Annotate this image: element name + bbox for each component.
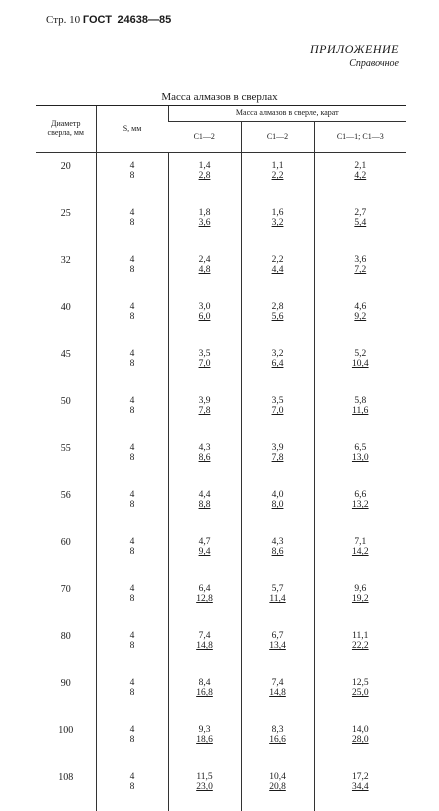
value-s4: 2,2 <box>242 255 314 265</box>
value-s8: 14,2 <box>315 547 407 557</box>
value-s4: 4 <box>97 678 168 688</box>
value-s4: 11,5 <box>169 772 241 782</box>
appendix-title: ПРИЛОЖЕНИЕ <box>310 42 399 57</box>
subheader-c1-2-b: С1—2 <box>241 122 314 153</box>
mass-cell <box>168 623 241 670</box>
value-s4: 14,0 <box>315 725 407 735</box>
value-s4: 2,4 <box>169 255 241 265</box>
mass-cell <box>314 623 406 670</box>
mass-cell <box>314 341 406 388</box>
value-s8: 4,8 <box>169 265 241 275</box>
mass-cell <box>314 670 406 717</box>
value-s4: 6,4 <box>169 584 241 594</box>
value-s8: 34,4 <box>315 782 407 792</box>
value-s8: 13,2 <box>315 500 407 510</box>
value-s8: 16,8 <box>169 688 241 698</box>
diameter-cell: 40 <box>36 294 96 341</box>
value-s4: 7,4 <box>242 678 314 688</box>
mass-cell <box>314 294 406 341</box>
diamond-mass-table <box>36 105 406 811</box>
value-s4: 10,4 <box>242 772 314 782</box>
value-s4: 7,1 <box>315 537 407 547</box>
s-cell <box>96 294 168 341</box>
value-s4: 17,2 <box>315 772 407 782</box>
value-s8: 6,4 <box>242 359 314 369</box>
mass-cell <box>241 717 314 764</box>
value-s4: 2,7 <box>315 208 407 218</box>
mass-cell <box>168 388 241 435</box>
value-s4: 6,5 <box>315 443 407 453</box>
mass-cell <box>314 764 406 811</box>
value-s4: 4 <box>97 725 168 735</box>
s-cell <box>96 482 168 529</box>
value-s8: 4,2 <box>315 171 407 181</box>
table-row <box>36 482 406 529</box>
header-s: S, мм <box>96 106 168 153</box>
mass-cell <box>241 294 314 341</box>
value-s8: 8 <box>97 688 168 698</box>
mass-cell <box>314 200 406 247</box>
mass-cell <box>241 670 314 717</box>
mass-cell <box>168 247 241 294</box>
subheader-c1-2-a: С1—2 <box>168 122 241 153</box>
value-s8: 19,2 <box>315 594 407 604</box>
mass-cell <box>314 717 406 764</box>
value-s8: 11,4 <box>242 594 314 604</box>
value-s8: 10,4 <box>315 359 407 369</box>
mass-cell <box>168 341 241 388</box>
value-s4: 9,3 <box>169 725 241 735</box>
value-s8: 8,0 <box>242 500 314 510</box>
mass-cell <box>241 435 314 482</box>
value-s4: 12,5 <box>315 678 407 688</box>
value-s8: 8 <box>97 782 168 792</box>
s-cell <box>96 247 168 294</box>
value-s8: 9,4 <box>169 547 241 557</box>
value-s4: 4,0 <box>242 490 314 500</box>
mass-cell <box>314 153 406 201</box>
value-s4: 3,2 <box>242 349 314 359</box>
diameter-cell: 45 <box>36 341 96 388</box>
value-s4: 1,8 <box>169 208 241 218</box>
value-s4: 3,5 <box>169 349 241 359</box>
mass-cell <box>241 576 314 623</box>
diameter-cell: 25 <box>36 200 96 247</box>
appendix-block <box>310 42 399 69</box>
table-row <box>36 153 406 201</box>
value-s4: 4 <box>97 537 168 547</box>
value-s4: 3,6 <box>315 255 407 265</box>
mass-cell <box>241 341 314 388</box>
mass-cell <box>168 153 241 201</box>
mass-cell <box>314 482 406 529</box>
value-s8: 2,2 <box>242 171 314 181</box>
value-s4: 8,4 <box>169 678 241 688</box>
value-s4: 1,6 <box>242 208 314 218</box>
diameter-cell: 32 <box>36 247 96 294</box>
s-cell <box>96 764 168 811</box>
mass-cell <box>168 529 241 576</box>
value-s4: 4 <box>97 443 168 453</box>
mass-cell <box>168 482 241 529</box>
table-row <box>36 576 406 623</box>
gost-label: ГОСТ <box>83 14 112 26</box>
mass-cell <box>241 247 314 294</box>
value-s8: 8 <box>97 359 168 369</box>
mass-cell <box>168 576 241 623</box>
value-s8: 8 <box>97 735 168 745</box>
value-s4: 7,4 <box>169 631 241 641</box>
value-s8: 8 <box>97 547 168 557</box>
value-s8: 2,8 <box>169 171 241 181</box>
value-s4: 3,5 <box>242 396 314 406</box>
table-row <box>36 717 406 764</box>
mass-cell <box>168 435 241 482</box>
s-cell <box>96 200 168 247</box>
value-s4: 4 <box>97 772 168 782</box>
mass-cell <box>314 576 406 623</box>
value-s4: 4 <box>97 255 168 265</box>
diameter-cell: 90 <box>36 670 96 717</box>
table-row <box>36 388 406 435</box>
diameter-cell: 60 <box>36 529 96 576</box>
value-s8: 3,6 <box>169 218 241 228</box>
table-row <box>36 200 406 247</box>
value-s8: 4,4 <box>242 265 314 275</box>
value-s4: 3,0 <box>169 302 241 312</box>
value-s8: 8 <box>97 641 168 651</box>
value-s8: 20,8 <box>242 782 314 792</box>
mass-cell <box>241 200 314 247</box>
mass-cell <box>241 764 314 811</box>
value-s4: 5,2 <box>315 349 407 359</box>
diameter-cell: 50 <box>36 388 96 435</box>
mass-cell <box>168 764 241 811</box>
value-s4: 4 <box>97 584 168 594</box>
value-s4: 4 <box>97 396 168 406</box>
mass-cell <box>241 529 314 576</box>
page-header <box>46 14 171 26</box>
value-s8: 13,4 <box>242 641 314 651</box>
table-row <box>36 764 406 811</box>
mass-cell <box>241 623 314 670</box>
value-s4: 4 <box>97 208 168 218</box>
value-s8: 7,2 <box>315 265 407 275</box>
header-mass: Масса алмазов в сверле, карат <box>168 106 406 122</box>
mass-cell <box>314 529 406 576</box>
appendix-subtitle: Справочное <box>310 58 399 69</box>
gost-number: 24638—85 <box>117 14 171 26</box>
table-row <box>36 529 406 576</box>
value-s4: 3,9 <box>242 443 314 453</box>
value-s8: 6,0 <box>169 312 241 322</box>
value-s8: 25,0 <box>315 688 407 698</box>
table-row <box>36 623 406 670</box>
diameter-cell: 56 <box>36 482 96 529</box>
value-s8: 3,2 <box>242 218 314 228</box>
value-s8: 8 <box>97 265 168 275</box>
value-s8: 7,0 <box>242 406 314 416</box>
value-s4: 4,7 <box>169 537 241 547</box>
value-s4: 6,6 <box>315 490 407 500</box>
mass-cell <box>168 294 241 341</box>
table-row <box>36 294 406 341</box>
diameter-cell: 80 <box>36 623 96 670</box>
value-s8: 8,6 <box>169 453 241 463</box>
value-s4: 4,3 <box>242 537 314 547</box>
value-s4: 2,1 <box>315 161 407 171</box>
value-s4: 1,4 <box>169 161 241 171</box>
value-s4: 4 <box>97 349 168 359</box>
value-s8: 8 <box>97 500 168 510</box>
mass-cell <box>314 435 406 482</box>
s-cell <box>96 670 168 717</box>
s-cell <box>96 529 168 576</box>
value-s8: 8 <box>97 171 168 181</box>
value-s4: 2,8 <box>242 302 314 312</box>
value-s4: 4 <box>97 161 168 171</box>
mass-cell <box>241 388 314 435</box>
value-s8: 28,0 <box>315 735 407 745</box>
diameter-cell: 100 <box>36 717 96 764</box>
subheader-c1-1-c1-3: С1—1; С1—3 <box>314 122 406 153</box>
mass-cell <box>168 200 241 247</box>
value-s8: 8,8 <box>169 500 241 510</box>
value-s4: 11,1 <box>315 631 407 641</box>
value-s8: 7,8 <box>242 453 314 463</box>
value-s8: 5,6 <box>242 312 314 322</box>
value-s8: 14,8 <box>169 641 241 651</box>
value-s4: 4 <box>97 490 168 500</box>
table-row <box>36 247 406 294</box>
value-s4: 5,8 <box>315 396 407 406</box>
mass-cell <box>168 670 241 717</box>
value-s4: 8,3 <box>242 725 314 735</box>
diameter-cell: 108 <box>36 764 96 811</box>
value-s8: 11,6 <box>315 406 407 416</box>
value-s8: 13,0 <box>315 453 407 463</box>
s-cell <box>96 153 168 201</box>
s-cell <box>96 717 168 764</box>
table-row <box>36 341 406 388</box>
value-s8: 7,0 <box>169 359 241 369</box>
value-s8: 5,4 <box>315 218 407 228</box>
value-s8: 9,2 <box>315 312 407 322</box>
value-s8: 12,8 <box>169 594 241 604</box>
s-cell <box>96 341 168 388</box>
header-diameter: Диаметр сверла, мм <box>36 106 96 153</box>
value-s8: 8 <box>97 594 168 604</box>
mass-cell <box>241 153 314 201</box>
table-caption: Масса алмазов в сверлах <box>0 91 439 103</box>
s-cell <box>96 435 168 482</box>
value-s8: 23,0 <box>169 782 241 792</box>
table-body <box>36 153 406 811</box>
s-cell <box>96 623 168 670</box>
diameter-cell: 55 <box>36 435 96 482</box>
value-s8: 8,6 <box>242 547 314 557</box>
value-s8: 14,8 <box>242 688 314 698</box>
value-s4: 4,3 <box>169 443 241 453</box>
mass-cell <box>314 388 406 435</box>
value-s4: 9,6 <box>315 584 407 594</box>
mass-cell <box>168 717 241 764</box>
s-cell <box>96 388 168 435</box>
value-s8: 7,8 <box>169 406 241 416</box>
value-s4: 4 <box>97 302 168 312</box>
table-row <box>36 435 406 482</box>
value-s8: 8 <box>97 312 168 322</box>
value-s8: 8 <box>97 218 168 228</box>
diameter-cell: 20 <box>36 153 96 201</box>
value-s4: 4 <box>97 631 168 641</box>
value-s8: 8 <box>97 453 168 463</box>
value-s4: 1,1 <box>242 161 314 171</box>
value-s4: 4,6 <box>315 302 407 312</box>
value-s8: 22,2 <box>315 641 407 651</box>
value-s4: 6,7 <box>242 631 314 641</box>
value-s4: 4,4 <box>169 490 241 500</box>
value-s8: 18,6 <box>169 735 241 745</box>
diameter-cell: 70 <box>36 576 96 623</box>
value-s8: 8 <box>97 406 168 416</box>
value-s4: 3,9 <box>169 396 241 406</box>
mass-cell <box>241 482 314 529</box>
value-s4: 5,7 <box>242 584 314 594</box>
page-number: Стр. 10 <box>46 14 80 26</box>
value-s8: 16,6 <box>242 735 314 745</box>
mass-cell <box>314 247 406 294</box>
table-row <box>36 670 406 717</box>
s-cell <box>96 576 168 623</box>
